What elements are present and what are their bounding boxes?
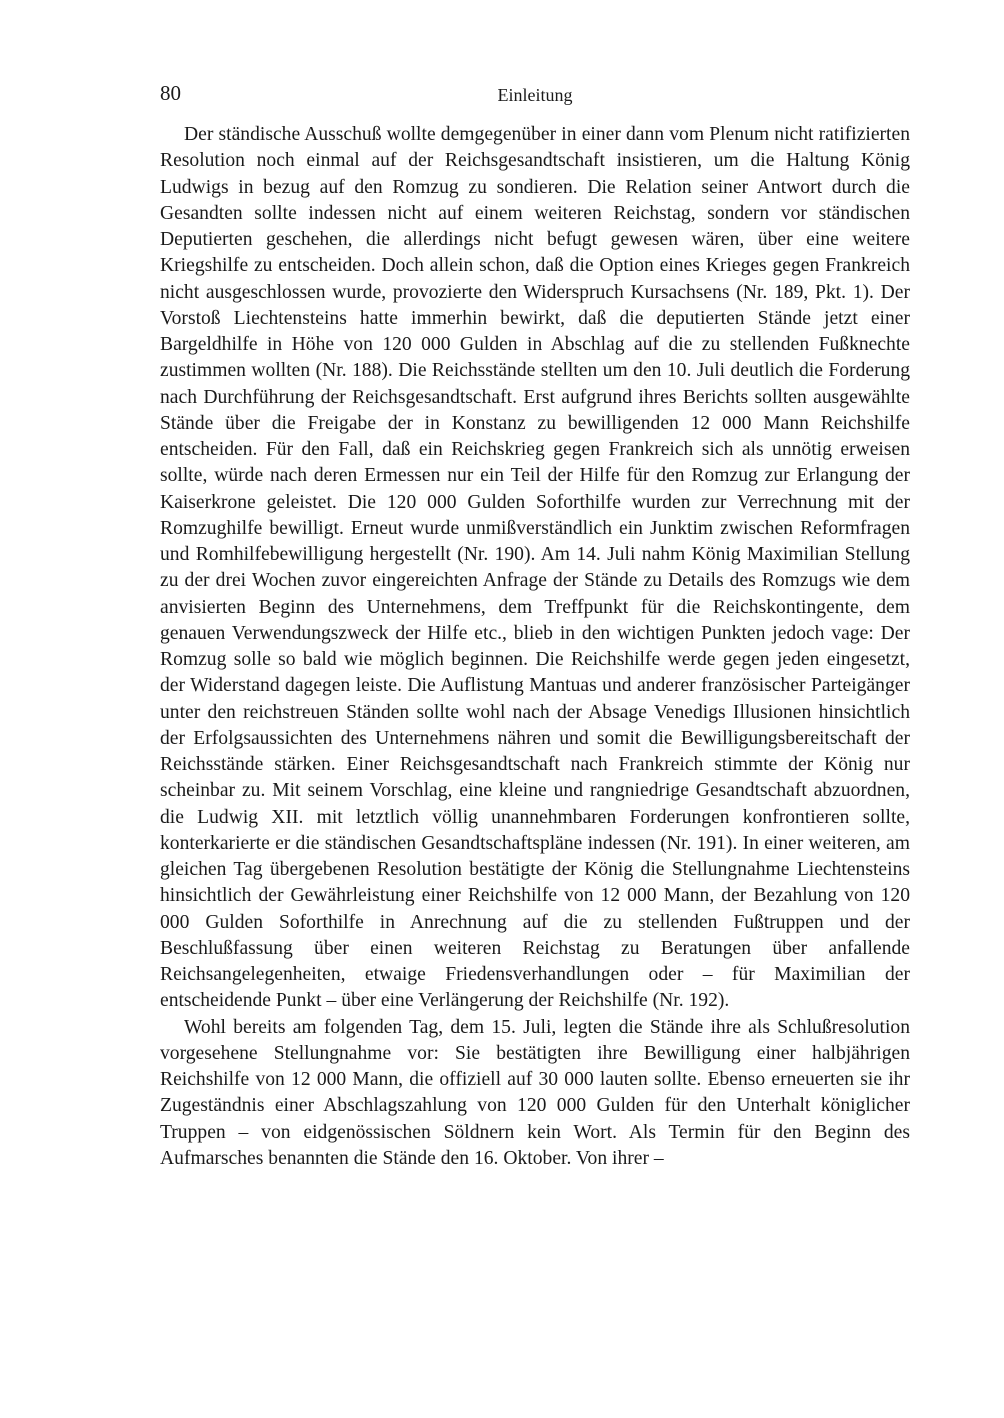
running-title: Einleitung	[497, 85, 573, 105]
paragraph: Der ständische Ausschuß wollte demgegenüber in einer dann vom Plenum nicht ratifizierten Resolution noch einmal auf der Reichsgesandtschaft insistieren, um die Haltung König Ludwigs in bezug auf den Romzug zu sondieren. Die Relation seiner Antwort durch die Gesandten sollte indessen nicht auf einem weiteren Reichstag, sondern vor ständischen Deputierten geschehen, die allerdings nicht befugt gewesen wären, über eine weitere Kriegshilfe zu entscheiden. Doch allein schon, daß die Option eines Krieges gegen Frankreich nicht ausgeschlossen wurde, provozierte den Widerspruch Kursachsens (Nr. 189, Pkt. 1). Der Vorstoß Liechtensteins hatte immerhin bewirkt, daß die deputierten Stände jetzt einer Bargeldhilfe in Höhe von 120 000 Gulden in Abschlag auf die zu stellenden Fußknechte zustimmen wollten (Nr. 188). Die Reichsstände stellten um den 10. Juli deutlich die Forderung nach Durchführung der Reichsgesandtschaft. Erst aufgrund ihres Berichts sollten ausgewählte Stände über die Freigabe der in Konstanz zu bewilligenden 12 000 Mann Reichshilfe entscheiden. Für den Fall, daß ein Reichskrieg gegen Frankreich sich als unnötig erweisen sollte, würde nach deren Ermessen nur ein Teil der Hilfe für den Romzug zur Erlangung der Kaiserkrone geleistet. Die 120 000 Gulden Soforthilfe wurden zur Verrechnung mit der Romzughilfe bewilligt. Erneut wurde unmißverständlich ein Junktim zwischen Reformfragen und Romhilfebewilligung hergestellt (Nr. 190). Am 14. Juli nahm König Maximilian Stellung zu der drei Wochen zuvor eingereichten Anfrage der Stände zu Details des Romzugs wie dem anvisierten Beginn des Unternehmens, dem Treffpunkt für die Reichskontingente, dem genauen Verwendungszweck der Hilfe etc., blieb in den wichtigen Punkten jedoch vage: Der Romzug solle so bald wie möglich beginnen. Die Reichshilfe werde gegen jeden eingesetzt, der Widerstand dagegen leiste. Die Auflistung Mantuas und anderer französischer Parteigänger unter den reichstreuen Ständen sollte wohl nach der Absage Venedigs Illusionen hinsichtlich der Erfolgsaussichten des Unternehmens nähren und somit die Bewilligungsbereitschaft der Reichsstände stärken. Einer Reichsgesandtschaft nach Frankreich stimmte der König nur scheinbar zu. Mit seinem Vorschlag, eine kleine und rangniedrige Gesandtschaft abzuordnen, die Ludwig XII. mit letztlich völlig unannehmbaren Forderungen konfrontieren sollte, konterkarierte er die ständischen Gesandtschaftspläne indessen (Nr. 191). In einer weiteren, am gleichen Tag übergebenen Resolution bestätigte der König die Stellungnahme Liechtensteins hinsichtlich der Gewährleistung einer Reichshilfe von 12 000 Mann, der Bezahlung von 120 000 Gulden Soforthilfe in Anrechnung auf die zu stellenden Fußtruppen und der Beschlußfassung über einen weiteren Reichstag zu Beratungen über anfallende Reichsangelegenheiten, etwaige Friedensverhandlungen oder – für Maximilian der entscheidende Punkt – über eine Verlängerung der Reichshilfe (Nr. 192).	[160, 124, 910, 1012]
page-number: 80	[160, 81, 181, 105]
body-text	[160, 122, 910, 1172]
paragraph: Wohl bereits am folgenden Tag, dem 15. Juli, legten die Stände ihre als Schlußresolution vorgesehene Stellungnahme vor: Sie bestätigten ihre Bewilligung einer halbjährigen Reichshilfe von 12 000 Mann, die offiziell auf 30 000 lauten sollte. Ebenso erneuerten sie ihr Zugeständnis einer Abschlagszahlung von 120 000 Gulden für den Unterhalt königlicher Truppen – von eidgenössischen Söldnern kein Wort. Als Termin für den Beginn des Aufmarsches benannten die Stände den 16. Oktober. Von ihrer –	[160, 1016, 910, 1169]
